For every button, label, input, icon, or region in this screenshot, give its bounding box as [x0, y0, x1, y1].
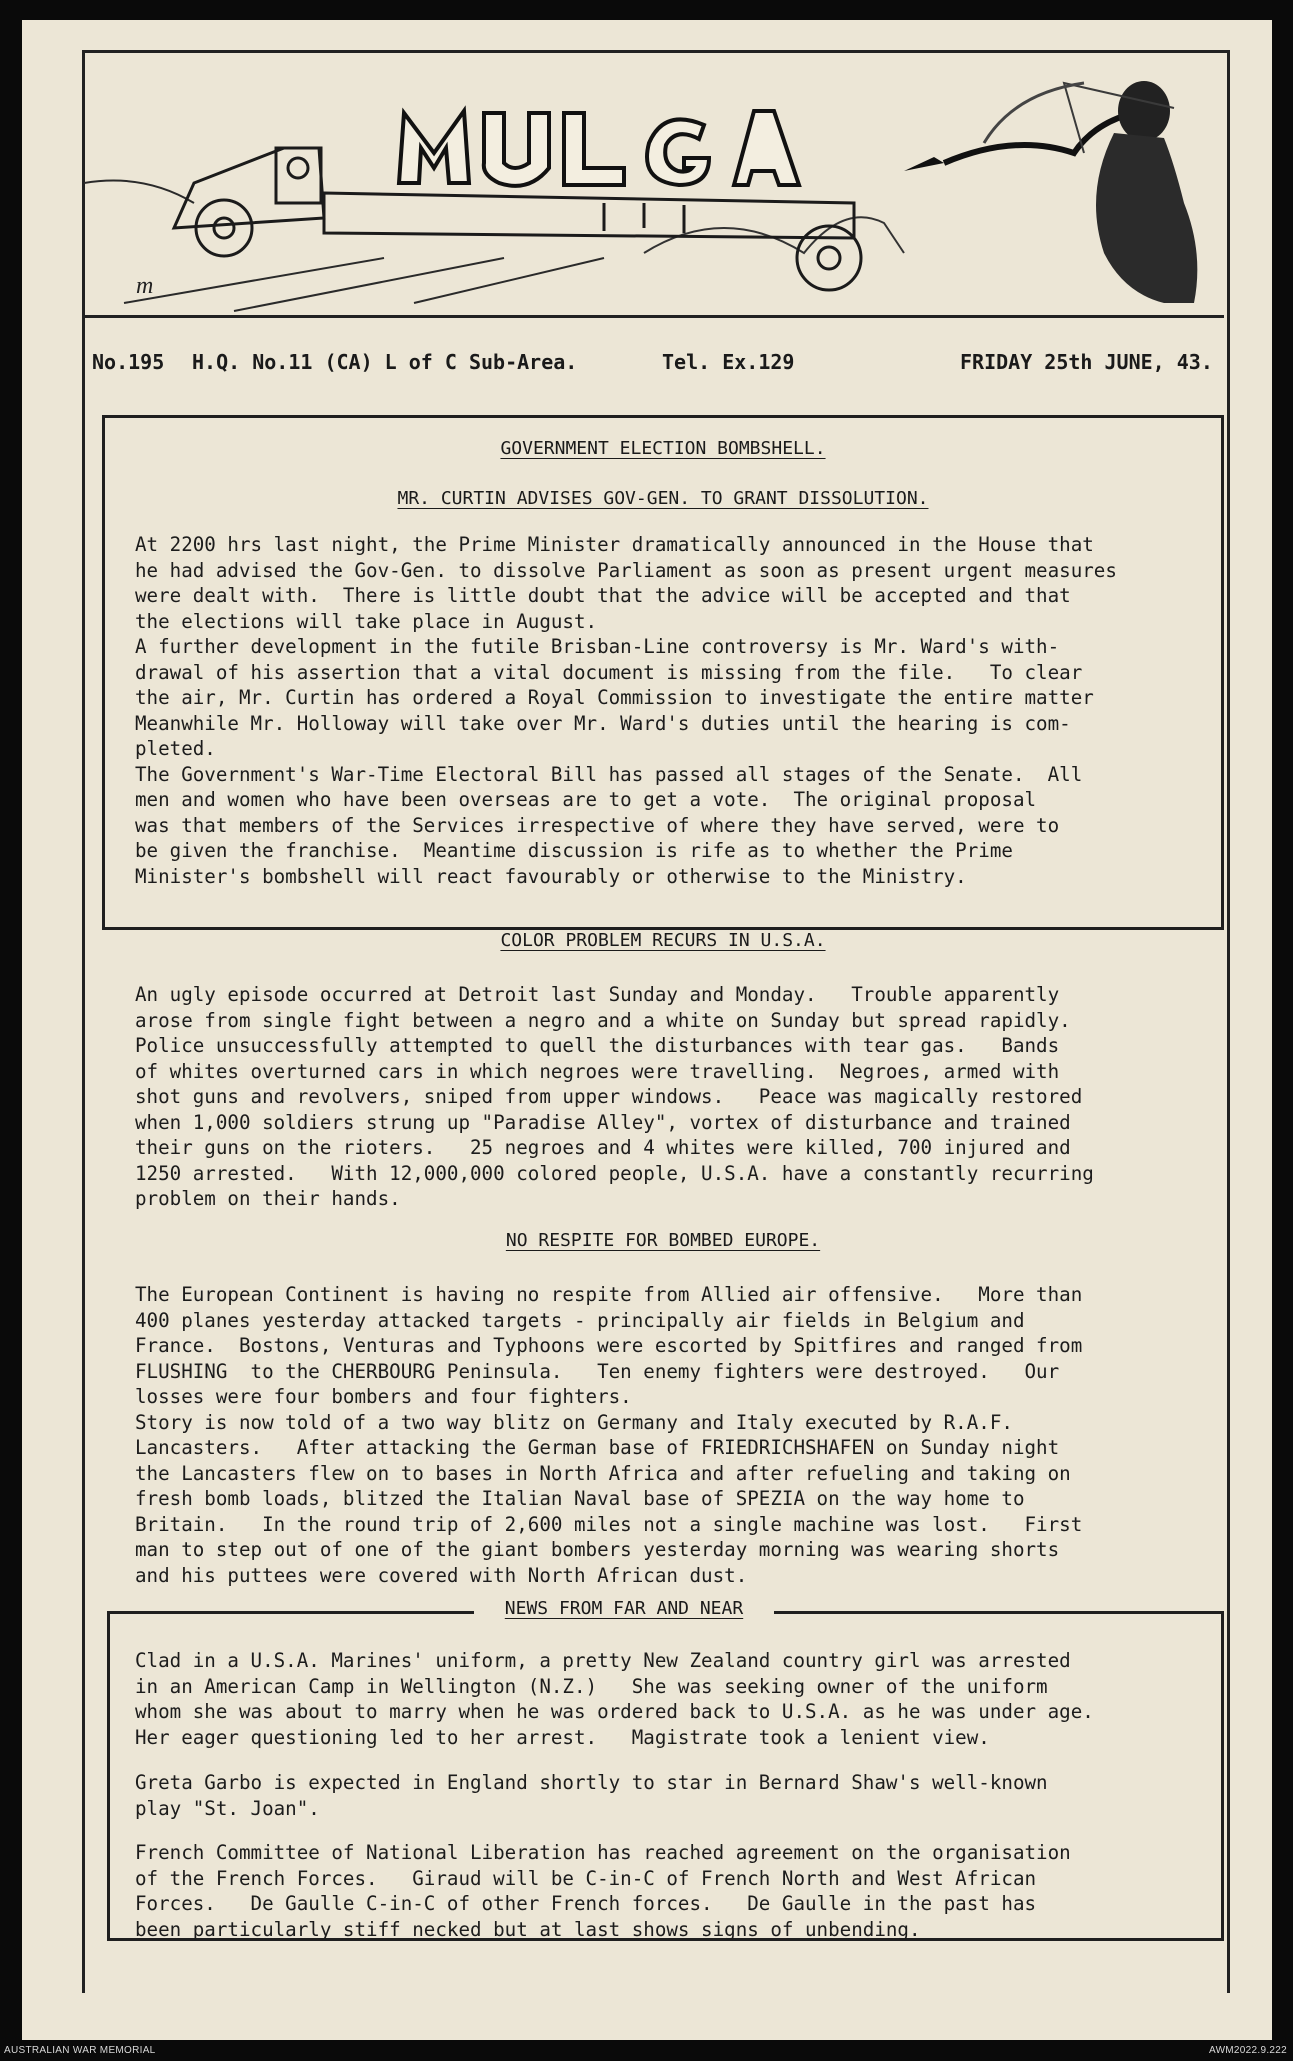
- color-body-line: 1250 arrested. With 12,000,000 colored people, U.S.A. have a constantly recurring: [135, 1161, 1094, 1185]
- masthead-illustration: [84, 53, 1224, 315]
- election-body-line: pleted.: [135, 737, 216, 760]
- color-body-line: arose from single fight between a negro and a white on Sunday but spread rapidly.: [135, 1008, 1071, 1032]
- color-body-line: their guns on the rioters. 25 negroes and 4 whites were killed, 700 injured and: [135, 1136, 1071, 1159]
- election-body-line: Meanwhile Mr. Holloway will take over Mr. Ward's duties until the hearing is com-: [135, 711, 1071, 735]
- footer-credit: AUSTRALIAN WAR MEMORIAL: [4, 2045, 156, 2056]
- newsletter-page: [22, 20, 1272, 2040]
- election-body-line: Minister's bombshell will react favourably or otherwise to the Ministry.: [135, 864, 967, 888]
- europe-body-line: man to step out of one of the giant bombers yesterday morning was wearing shorts: [135, 1538, 1060, 1561]
- color-body-line: Police unsuccessfully attempted to quell the disturbances with tear gas. Bands: [135, 1034, 1060, 1057]
- headquarters-line: H.Q. No.11 (CA) L of C Sub-Area.: [192, 350, 578, 374]
- europe-body-line: Britain. In the round trip of 2,600 miles not a single machine was lost. First: [135, 1512, 1083, 1536]
- color-body-line: An ugly episode occurred at Detroit last Sunday and Monday. Trouble apparently: [135, 983, 1060, 1006]
- europe-body-line: Story is now told of a two way blitz on Germany and Italy executed by R.A.F.: [135, 1410, 1013, 1434]
- europe-body-line: The European Continent is having no respite from Allied air offensive. More than: [135, 1283, 1083, 1306]
- election-body-line: drawal of his assertion that a vital document is missing from the file. To clear: [135, 660, 1083, 684]
- color-body-line: problem on their hands.: [135, 1187, 401, 1210]
- news-p2-line: play "St. Joan".: [135, 1796, 320, 1820]
- election-body-line: be given the franchise. Meantime discussion is rife as to whether the Prime: [135, 839, 1013, 862]
- issue-info-line: [92, 350, 1232, 390]
- europe-body-line: losses were four bombers and four fighters.: [135, 1385, 632, 1408]
- election-body-line: were dealt with. There is little doubt that the advice will be accepted and that: [135, 584, 1071, 607]
- news-p3-line: Forces. De Gaulle C-in-C of other French forces. De Gaulle in the past has: [135, 1892, 1037, 1915]
- election-body-line: he had advised the Gov-Gen. to dissolve Parliament as soon as present urgent measures: [135, 558, 1117, 582]
- news-paragraph-garbo: [135, 1770, 1048, 1821]
- election-body-line: was that members of the Services irrespective of where they have served, were to: [135, 813, 1060, 837]
- issue-date: FRIDAY 25th JUNE, 43.: [960, 350, 1213, 374]
- footer-accession: AWM2022.9.222: [1208, 2045, 1287, 2056]
- europe-body-line: 400 planes yesterday attacked targets - principally air fields in Belgium and: [135, 1308, 1025, 1332]
- europe-body-line: and his puttees were covered with North African dust.: [135, 1563, 748, 1587]
- news-p1-line: whom she was about to marry when he was ordered back to U.S.A. as he was under age.: [135, 1700, 1094, 1723]
- masthead-title-letters: [399, 111, 799, 186]
- news-p3-line: been particularly stiff necked but at last shows signs of unbending.: [135, 1917, 921, 1941]
- election-heading: GOVERNMENT ELECTION BOMBSHELL.: [500, 438, 826, 459]
- news-paragraph-garbo-1: [135, 1648, 1094, 1750]
- figure-drawing: [904, 81, 1197, 303]
- election-body-line: men and women who have been overseas are to get a vote. The original proposal: [135, 788, 1037, 811]
- issue-number: No.195: [92, 350, 165, 374]
- europe-body-line: FLUSHING to the CHERBOURG Peninsula. Ten enemy fighters were destroyed. Our: [135, 1359, 1060, 1383]
- news-p3-line: of the French Forces. Giraud will be C-in-C of French North and West African: [135, 1866, 1037, 1890]
- telephone-extension: Tel. Ex.129: [662, 350, 795, 374]
- election-body: [135, 532, 1117, 889]
- election-body-line: The Government's War-Time Electoral Bill has passed all stages of the Senate. All: [135, 762, 1083, 786]
- masthead: [84, 53, 1224, 318]
- news-heading: NEWS FROM FAR AND NEAR: [474, 1598, 774, 1619]
- election-body-line: At 2200 hrs last night, the Prime Minister dramatically announced in the House that: [135, 533, 1094, 556]
- color-body-line: of whites overturned cars in which negroes were travelling. Negroes, armed with: [135, 1059, 1060, 1083]
- election-body-line: the elections will take place in August.: [135, 609, 598, 633]
- election-subheading: MR. CURTIN ADVISES GOV-GEN. TO GRANT DISSOLUTION.: [397, 488, 929, 509]
- news-p1-line: Clad in a U.S.A. Marines' uniform, a pretty New Zealand country girl was arrested: [135, 1649, 1071, 1672]
- news-paragraph-french: [135, 1840, 1071, 1942]
- europe-heading: NO RESPITE FOR BOMBED EUROPE.: [505, 1230, 821, 1251]
- color-heading: COLOR PROBLEM RECURS IN U.S.A.: [500, 930, 826, 951]
- election-body-line: the air, Mr. Curtin has ordered a Royal Commission to investigate the entire matter: [135, 686, 1094, 709]
- europe-body-line: Lancasters. After attacking the German base of FRIEDRICHSHAFEN on Sunday night: [135, 1436, 1060, 1459]
- news-p2-line: Greta Garbo is expected in England shortly to star in Bernard Shaw's well-known: [135, 1771, 1048, 1794]
- color-body-line: when 1,000 soldiers strung up "Paradise Alley", vortex of disturbance and trained: [135, 1110, 1071, 1134]
- europe-body-line: fresh bomb loads, blitzed the Italian Naval base of SPEZIA on the way home to: [135, 1487, 1025, 1510]
- europe-body-line: France. Bostons, Venturas and Typhoons were escorted by Spitfires and ranged from: [135, 1334, 1083, 1357]
- election-body-line: A further development in the futile Brisban-Line controversy is Mr. Ward's with-: [135, 635, 1060, 658]
- color-body-line: shot guns and revolvers, sniped from upper windows. Peace was magically restored: [135, 1085, 1083, 1108]
- margin-mark: m: [136, 273, 154, 299]
- europe-body: [135, 1282, 1082, 1588]
- news-p1-line: Her eager questioning led to her arrest. Magistrate took a lenient view.: [135, 1725, 990, 1749]
- color-body: [135, 982, 1094, 1212]
- news-p1-line: in an American Camp in Wellington (N.Z.) She was seeking owner of the uniform: [135, 1674, 1048, 1698]
- news-p3-line: French Committee of National Liberation has reached agreement on the organisation: [135, 1841, 1071, 1864]
- europe-body-line: the Lancasters flew on to bases in North Africa and after refueling and taking on: [135, 1461, 1071, 1485]
